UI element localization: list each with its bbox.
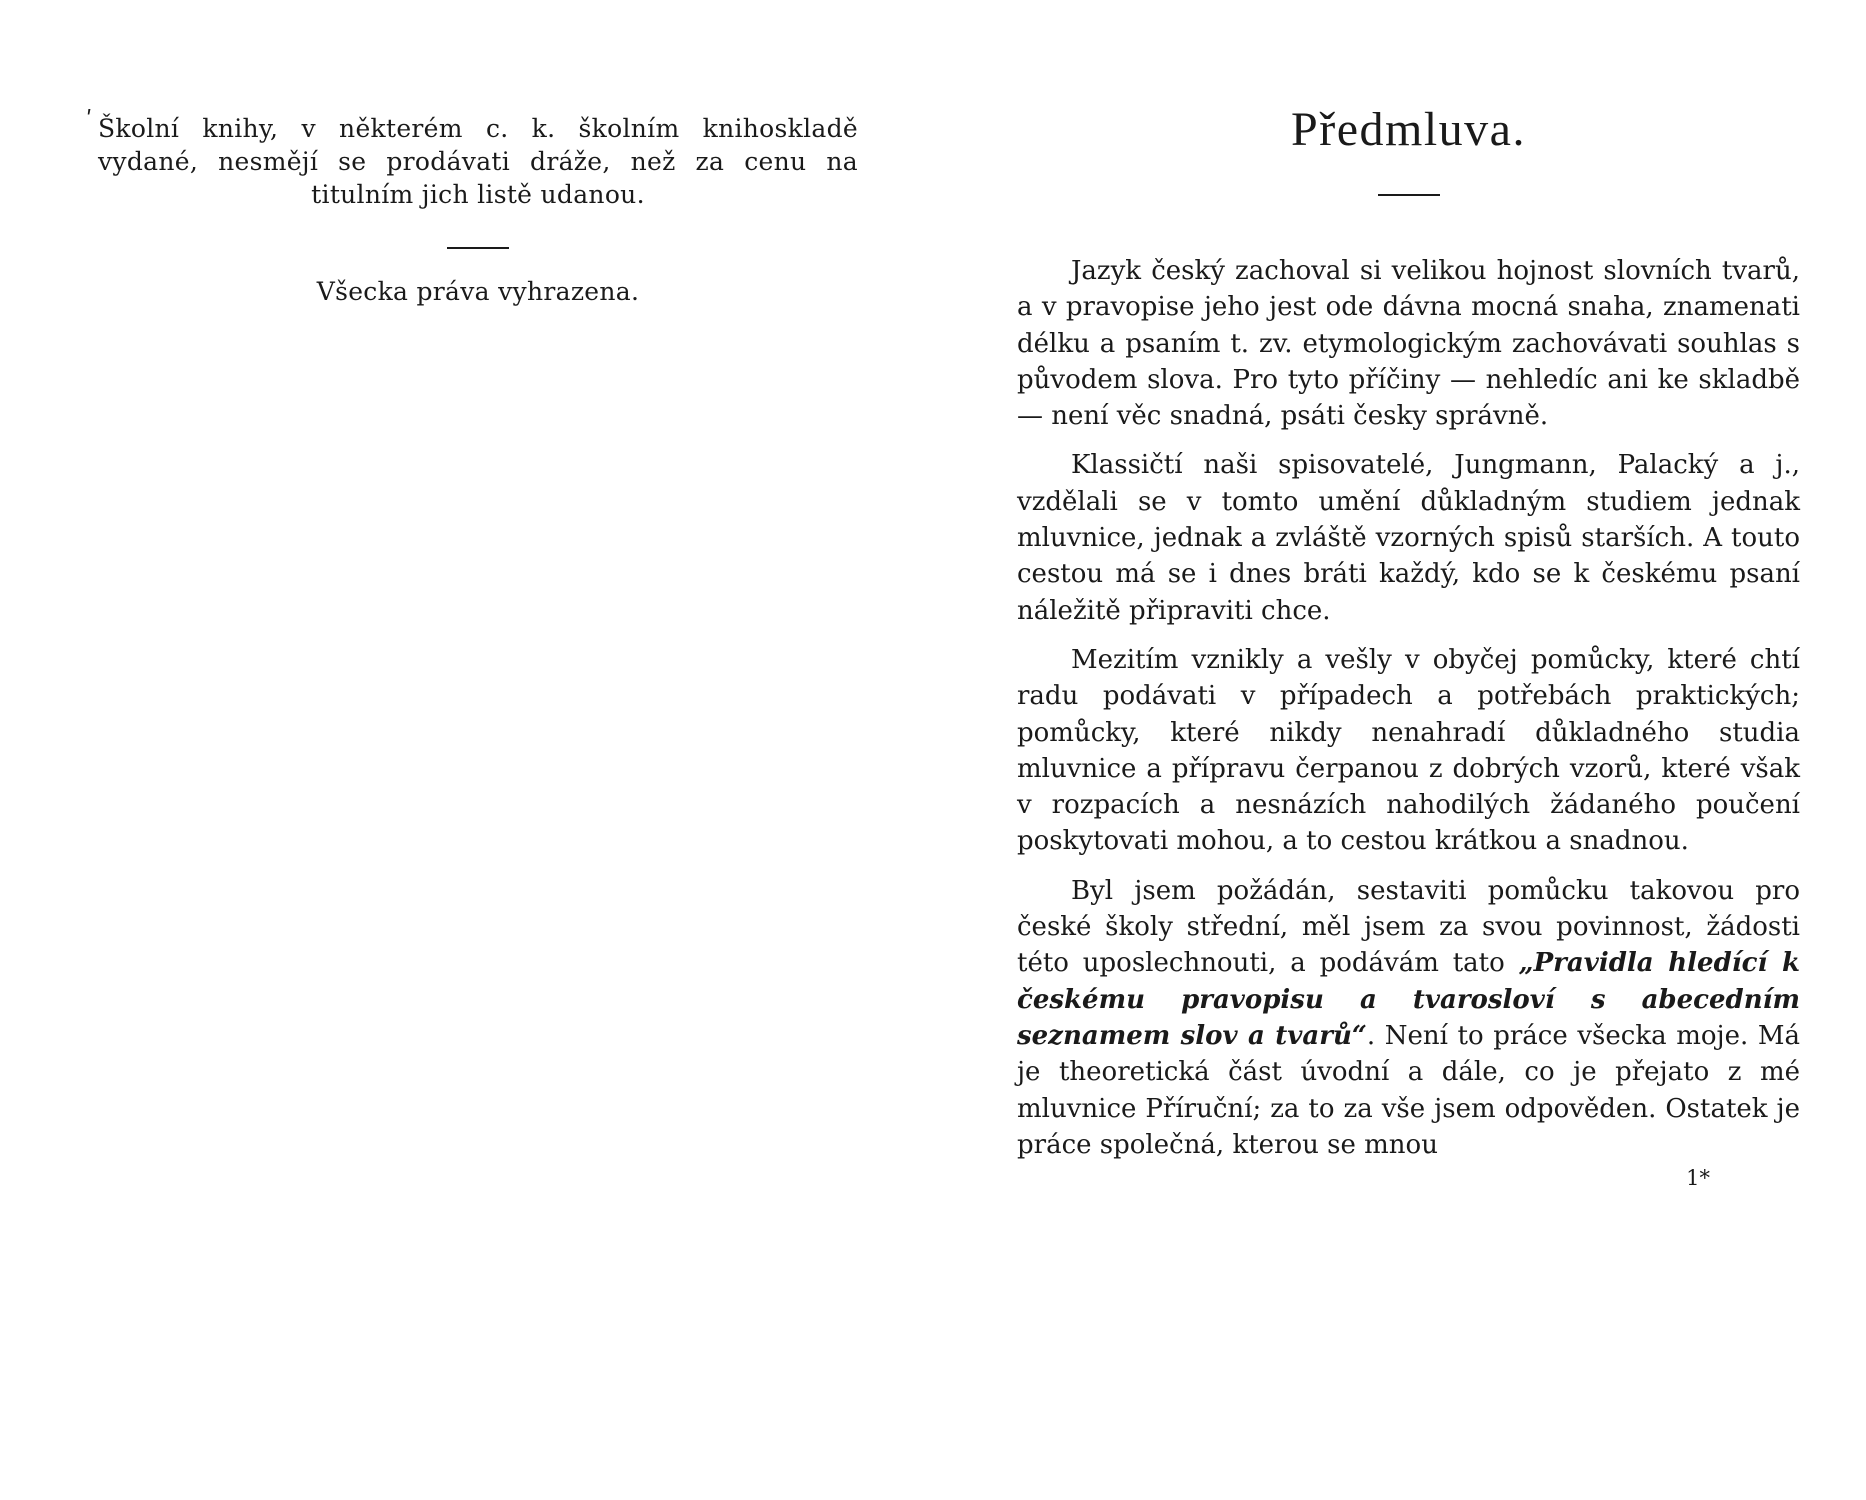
- divider-rule: [447, 247, 509, 249]
- rights-reserved: Všecka práva vyhrazena.: [316, 277, 640, 306]
- paragraph: Mezitím vznikly a vešly v obyčej pomůcky, které chtí radu podávati v případech a potřebách praktických; pomůcky, které nikdy nenahradí důkladného studia mluvnice a přípravu čerpanou z dobrých vzorů, které však v rozpacích a nesnázích nahodilých žádaného poučení poskytovati mohou, a to cestou krátkou a snadnou.: [1017, 644, 1800, 857]
- paragraph-text: . Není to práce všecka moje. Má je theoretická část úvodní a dále, co je přejato z mé mluvnice Příruční; za to za vše jsem odpověden. Ostatek je práce společná, kterou se mnou: [1017, 1020, 1800, 1160]
- paragraph-text: Byl jsem požádán, sestaviti pomůcku takovou pro české školy střední, měl jsem za svou povinnost, žádosti této uposlechnouti, a podávám tato: [1017, 875, 1800, 979]
- paragraph-last: [1017, 873, 1800, 1163]
- signature-mark: 1*: [1686, 1166, 1710, 1191]
- paragraph: Klassičtí naši spisovatelé, Jungmann, Palacký a j., vzdělali se v tomto umění důkladným studiem jednak mluvnice, jednak a zvláště vzorných spisů starších. A touto cestou má se i dnes bráti každý, kdo se k českému psaní náležitě připraviti chce.: [1017, 450, 1800, 626]
- left-page: [86, 108, 858, 306]
- right-page: [1017, 100, 1800, 1190]
- page-title: Předmluva.: [1291, 103, 1526, 156]
- paragraph: Jazyk český zachoval si velikou hojnost slovních tvarů, a v pravopise jeho jest ode dávna mocná snaha, znamenati délku a psaním t. zv. etymologickým zachovávati souhlas s původem slova. Pro tyto příčiny — nehledíc ani ke skladbě — není věc snadná, psáti česky správně.: [1017, 256, 1800, 432]
- preface-body: [1017, 253, 1800, 1163]
- title-rule: [1378, 194, 1440, 196]
- notice-mark: ʹ: [86, 108, 93, 133]
- book-title-italic: „Pravidla hledící k českému pravopisu a tvarosloví s abecedním seznamem slov a tvarů“: [1017, 948, 1800, 1051]
- price-notice: Školní knihy, v některém c. k. školním knihoskladě vydané, nesmějí se prodávati dráže, než za cenu na titulním jich listě udanou.: [98, 114, 858, 209]
